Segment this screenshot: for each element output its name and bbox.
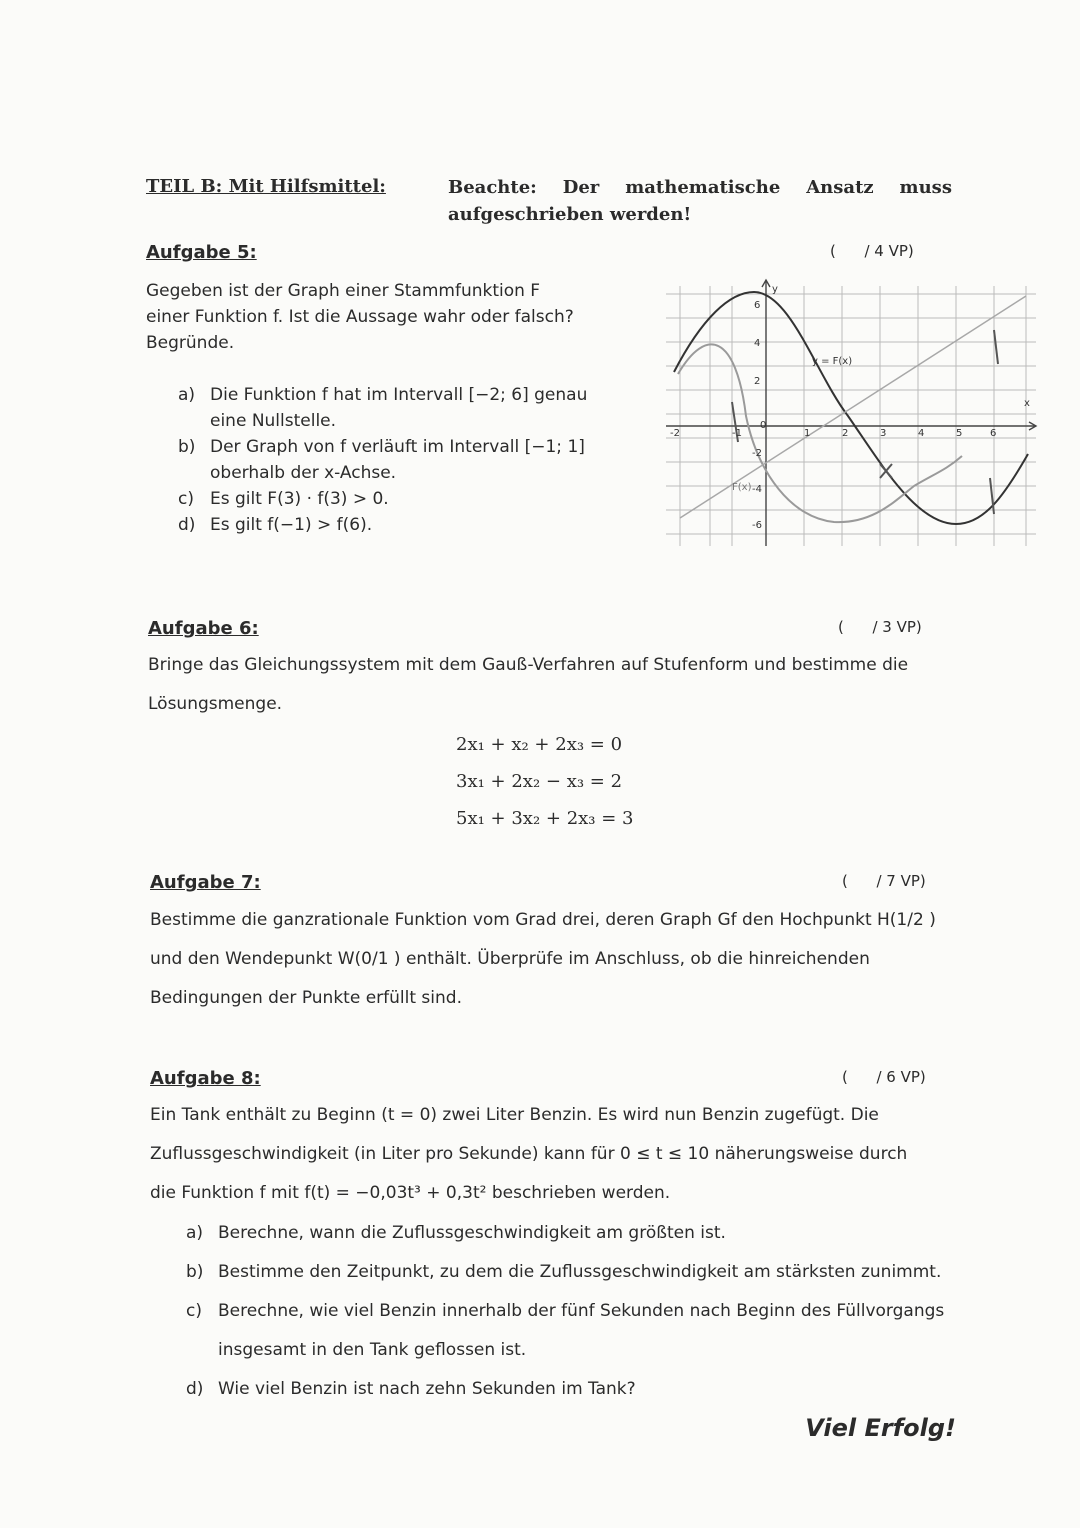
task8-text-line: Zuflussgeschwindigkeit (in Liter pro Sekunde) kann für 0 ≤ t ≤ 10 näherungsweise durch — [150, 1144, 908, 1164]
tick-labels — [670, 284, 1030, 531]
equation: 5x₁ + 3x₂ + 2x₃ = 3 — [456, 808, 634, 829]
x-tick-label: 6 — [990, 428, 997, 439]
item-text: Berechne, wie viel Benzin innerhalb der fünf Sekunden nach Beginn des Füllvorgangs — [218, 1301, 945, 1321]
y-tick-label: -2 — [752, 448, 762, 459]
x-tick-label: 4 — [918, 428, 925, 439]
item-label: c) — [186, 1301, 202, 1321]
x-tick-label: 2 — [842, 428, 849, 439]
item-text: Berechne, wann die Zuflussgeschwindigkeit am größten ist. — [218, 1223, 726, 1243]
item-text: eine Nullstelle. — [210, 411, 337, 431]
task8-title: Aufgabe 8: — [150, 1068, 261, 1089]
equation: 2x₁ + x₂ + 2x₃ = 0 — [456, 734, 623, 755]
task7-text-line: Bedingungen der Punkte erfüllt sind. — [150, 988, 462, 1008]
item-text: Es gilt F(3) · f(3) > 0. — [210, 489, 389, 509]
task7-title: Aufgabe 7: — [150, 872, 261, 893]
item-text: Wie viel Benzin ist nach zehn Sekunden im Tank? — [218, 1379, 636, 1399]
note-word: mathematische — [625, 177, 781, 198]
y-tick-label: 4 — [754, 338, 761, 349]
curve-label: y = F(x) — [812, 356, 853, 367]
list-item — [186, 1253, 956, 1292]
instruction-note — [448, 174, 952, 228]
item-label: b) — [186, 1262, 204, 1282]
handwritten-label: F(x) — [732, 482, 752, 493]
task6-text — [148, 646, 954, 724]
item-label: b) — [178, 437, 196, 457]
x-axis-label: x — [1024, 398, 1030, 409]
item-label: c) — [178, 489, 194, 509]
task6-title: Aufgabe 6: — [148, 618, 259, 639]
list-item — [178, 434, 628, 486]
y-tick-label: 2 — [754, 376, 761, 387]
x-tick-label: 1 — [804, 428, 811, 439]
list-item — [186, 1292, 956, 1370]
x-tick-label: 5 — [956, 428, 963, 439]
item-text: insgesamt in den Tank geflossen ist. — [218, 1340, 527, 1360]
task8-points: ( / 6 VP) — [842, 1068, 926, 1086]
task6-points: ( / 3 VP) — [838, 618, 922, 636]
item-text: oberhalb der x-Achse. — [210, 463, 397, 483]
note-word: Der — [562, 177, 600, 198]
task7-text-line: Bestimme die ganzrationale Funktion vom Grad drei, deren Graph Gf den Hochpunkt H(1/2 ) — [150, 910, 936, 930]
equation: 3x₁ + 2x₂ − x₃ = 2 — [456, 771, 623, 792]
task7-text-line: und den Wendepunkt W(0/1 ) enthält. Überprüfe im Anschluss, ob die hinreichenden — [150, 949, 870, 969]
item-text: Bestimme den Zeitpunkt, zu dem die Zuflussgeschwindigkeit am stärksten zunimmt. — [218, 1262, 942, 1282]
y-tick-label: 6 — [754, 300, 761, 311]
note-word: muss — [899, 177, 952, 198]
x-tick-label: 0 — [760, 420, 767, 431]
task6-text-line: Bringe das Gleichungssystem mit dem Gauß-Verfahren auf Stufenform und bestimme die — [148, 655, 909, 675]
item-text: Die Funktion f hat im Intervall [−2; 6] genau — [210, 385, 588, 405]
y-axis-label: y — [772, 284, 778, 295]
x-tick-label: 3 — [880, 428, 887, 439]
y-tick-label: -4 — [752, 484, 762, 495]
task5-intro-line: Begründe. — [146, 333, 235, 353]
graph-axes — [666, 280, 1036, 546]
task5-points: ( / 4 VP) — [830, 242, 914, 260]
task5-intro — [146, 278, 616, 356]
item-text: Der Graph von f verläuft im Intervall [−1; 1] — [210, 437, 585, 457]
list-item — [178, 512, 628, 538]
section-title: TEIL B: Mit Hilfsmittel: — [146, 176, 386, 197]
task5-intro-line: Gegeben ist der Graph einer Stammfunktion F — [146, 281, 541, 301]
note-word: Beachte: — [448, 177, 537, 198]
task5-intro-line: einer Funktion f. Ist die Aussage wahr oder falsch? — [146, 307, 574, 327]
note-line-2: aufgeschrieben werden! — [448, 204, 692, 225]
task5-items — [178, 382, 628, 538]
closing-message: Viel Erfolg! — [805, 1414, 956, 1442]
list-item — [186, 1370, 956, 1409]
task5-title: Aufgabe 5: — [146, 242, 257, 263]
item-label: a) — [178, 385, 196, 405]
antiderivative-graph — [666, 278, 1042, 550]
note-word: Ansatz — [806, 177, 874, 198]
list-item — [186, 1214, 956, 1253]
item-label: d) — [186, 1379, 204, 1399]
x-tick-label: -2 — [670, 428, 680, 439]
item-text: Es gilt f(−1) > f(6). — [210, 515, 373, 535]
item-label: d) — [178, 515, 196, 535]
task8-text-line: Ein Tank enthält zu Beginn (t = 0) zwei Liter Benzin. Es wird nun Benzin zugefügt. Die — [150, 1105, 879, 1125]
item-label: a) — [186, 1223, 204, 1243]
list-item — [178, 486, 628, 512]
y-tick-label: -6 — [752, 520, 762, 531]
list-item — [178, 382, 628, 434]
task7-text — [150, 901, 956, 1018]
equation-system — [456, 726, 634, 837]
task8-text-line: die Funktion f mit f(t) = −0,03t³ + 0,3t² beschrieben werden. — [150, 1183, 671, 1203]
x-tick-label: -1 — [732, 428, 742, 439]
task7-points: ( / 7 VP) — [842, 872, 926, 890]
task8-items — [186, 1214, 956, 1409]
task8-text — [150, 1096, 956, 1213]
task6-text-line: Lösungsmenge. — [148, 694, 283, 714]
